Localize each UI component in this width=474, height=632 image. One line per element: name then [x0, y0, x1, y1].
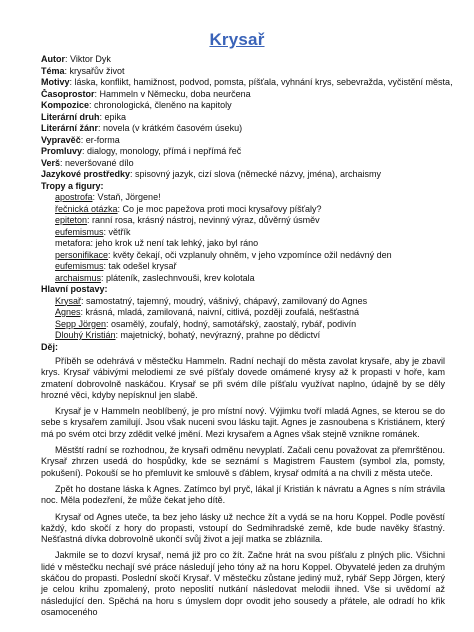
trope-text: : tak odešel krysař: [103, 261, 177, 271]
meta-label: Promluvy: [41, 146, 83, 156]
trope-item: [41, 215, 461, 227]
meta-promluvy: [41, 146, 461, 158]
character-name: Dlouhý Kristián: [55, 330, 116, 340]
metadata-section: [41, 54, 461, 353]
postavy-heading: Hlavní postavy:: [41, 284, 108, 294]
trope-item: [41, 261, 461, 273]
trope-term: eufemismus: [55, 261, 104, 271]
meta-label: Jazykové prostředky: [41, 169, 131, 179]
meta-label: Vypravěč: [41, 134, 81, 145]
trope-text: : květy čekají, oči vzplanuly ohněm, v jeho vzpomínce ožil nedávný den: [108, 249, 392, 260]
meta-value: : chronologická, členěno na kapitoly: [89, 100, 232, 110]
meta-vers: [41, 158, 461, 170]
trope-term: řečnická otázka: [55, 203, 118, 214]
meta-label: Verš: [41, 157, 61, 168]
trope-item: [41, 273, 461, 285]
trope-text: : Vstaň, Jörgene!: [92, 192, 161, 202]
character-item: [41, 307, 461, 319]
trope-text: : Co je moc papežova proti moci krysařovy píšťaly?: [117, 203, 322, 214]
meta-label: Kompozice: [41, 100, 90, 110]
paragraph: Městští radní se rozhodnou, že krysaři odměnu nevyplatí. Začali cenu považovat za přemrštěnou. Krysař zhrzen usedá do hospůdky, kde se seznámí s Magistrem Faustem (symbol zla, pomsty, pokušení). Pokouší se ho přemluvit ke smlouvě s ďáblem, krysař odmítá a na chvíli z města uteče.: [41, 445, 445, 478]
paragraph: Krysař od Agnes uteče, ta bez jeho lásky už nechce žít a vydá se na horu Koppel. Podle pověstí každý, kdo skočí z hory do propasti, vstoupí do Sedmihradské země, kde bude navěky šťastný. Nešťastná dívka dobrovolně ukončí svůj život a její matka se zbláznila.: [41, 511, 445, 545]
meta-value: : láska, konflikt, hamižnost, podvod, pomsta, píšťala, vyhnání krys, sebevražda, vyčistění města,: [69, 77, 453, 87]
character-desc: : krásná, mladá, zamilovaná, naivní, citlivá, později zoufalá, nešťastná: [80, 307, 360, 317]
trope-item: [41, 204, 461, 216]
trope-term: eufemismus: [55, 226, 104, 237]
trope-text: : ranní rosa, krásný nástroj, nevinný výraz, důvěrný úsměv: [87, 215, 320, 225]
trope-text: : pláteník, zaslechnvouši, krev kolotala: [101, 272, 255, 283]
meta-label: Autor: [41, 54, 65, 64]
meta-label: Téma: [41, 65, 65, 76]
trope-text: : větřík: [103, 226, 131, 237]
meta-label: Literární žánr: [41, 123, 99, 133]
meta-tema: [41, 66, 461, 78]
dej-heading: Děj:: [41, 341, 59, 352]
character-desc: : samostatný, tajemný, moudrý, vášnivý, chápavý, zamilovaný do Agnes: [81, 295, 368, 306]
meta-label: Motivy: [41, 77, 70, 87]
meta-value: : epika: [99, 111, 127, 122]
character-item: [41, 319, 461, 331]
meta-motivy: [41, 77, 461, 89]
trope-term: personifikace: [55, 249, 109, 260]
meta-value: : Viktor Dyk: [65, 54, 111, 64]
character-item: [41, 296, 461, 308]
meta-value: : Hammeln v Německu, doba neurčena: [94, 88, 251, 99]
trope-item: [41, 238, 461, 250]
meta-zanr: [41, 123, 461, 135]
meta-vypravec: [41, 135, 461, 147]
trope-item: [41, 192, 461, 204]
character-item: [41, 330, 461, 342]
meta-jazyk: [41, 169, 461, 181]
trope-term: epiteton: [55, 215, 88, 225]
trope-item: [41, 250, 461, 262]
meta-autor: [41, 54, 461, 66]
meta-value: : novela (v krátkém časovém úseku): [98, 123, 243, 133]
document-title: Krysař: [209, 30, 265, 49]
trope-item: [41, 227, 461, 239]
meta-casoprostor: [41, 89, 461, 101]
paragraph: Příběh se odehrává v městečku Hammeln. Radní nechají do města zavolat krysaře, aby je zbavil krys. Krysař vábivými melodiemi ze své píšťaly dovede omámené krysy až k propasti v hoře, kam zmatení dobrovolně naskáčou. Krysař se při svém díle píšťalu využívat naplno, údajně by se děly hrozné věci, kdyby nepísknul jen slabě.: [41, 356, 445, 400]
meta-label: Literární druh: [41, 111, 100, 122]
plot-text: [41, 356, 445, 623]
meta-druh: [41, 112, 461, 124]
meta-value: : dialogy, monology, přímá i nepřímá řeč: [82, 146, 242, 156]
meta-label: Časoprostor: [41, 88, 95, 99]
paragraph: Krysař je v Hammeln neoblíbený, je pro místní nový. Výjimku tvoří mladá Agnes, se kterou se do sebe s krysařem zamilují. Jsou však nuceni svou lásku tajit. Agnes je zasnoubena s Kristiánem, který má po svém otci brzy zdědit velké jmění. Mezi krysařem a Agnes však stejně vznikne románek.: [41, 406, 445, 439]
character-name: Agnes: [55, 307, 81, 317]
meta-value: : neveršované dílo: [60, 157, 134, 168]
character-name: Krysař: [55, 295, 82, 306]
tropy-heading: Tropy a figury:: [41, 180, 104, 191]
meta-value: : spisovný jazyk, cizí slova (německé názvy, jména), archaismy: [130, 169, 381, 179]
character-name: Sepp Jörgen: [55, 318, 107, 329]
trope-term: apostrofa: [55, 192, 93, 202]
paragraph: Zpět ho dostane láska k Agnes. Zatímco byl pryč, lákal jí Kristián k návratu a Agnes s ním strávila noc. Měla podezření, že může čekat jeho dítě.: [41, 483, 445, 506]
character-desc: : osamělý, zoufalý, hodný, samotářský, zaostalý, rybář, podivín: [106, 318, 357, 329]
trope-term: archaismus: [55, 272, 102, 283]
meta-kompozice: [41, 100, 461, 112]
meta-value: : krysařův život: [64, 65, 125, 76]
character-desc: : majetnický, bohatý, nevýrazný, prahne po dědictví: [115, 330, 321, 340]
meta-value: : er-forma: [80, 134, 120, 145]
paragraph: Jakmile se to dozví krysař, nemá již pro co žít. Začne hrát na svou píšťalu z plných plic. Všichni lidé v městečku nechají své práce následují jeho tóny až na horu Koppel. Obyvatelé jeden za druhým skáčou do propasti. Poslední skočí Krysař. V městečku zůstane jediný muž, rybář Sepp Jörgen, který je celou krihu zpomalený, proto neposlití nutkání následovat melodii ihned. Vše si uvědomí až následující den. Spěchá na horu s úmyslem dopr ovodit jeho sousedy a přátele, ale odradí ho křik osamoceného: [41, 550, 445, 617]
trope-text: metafora: jeho krok už není tak lehký, jako byl ráno: [55, 238, 259, 248]
